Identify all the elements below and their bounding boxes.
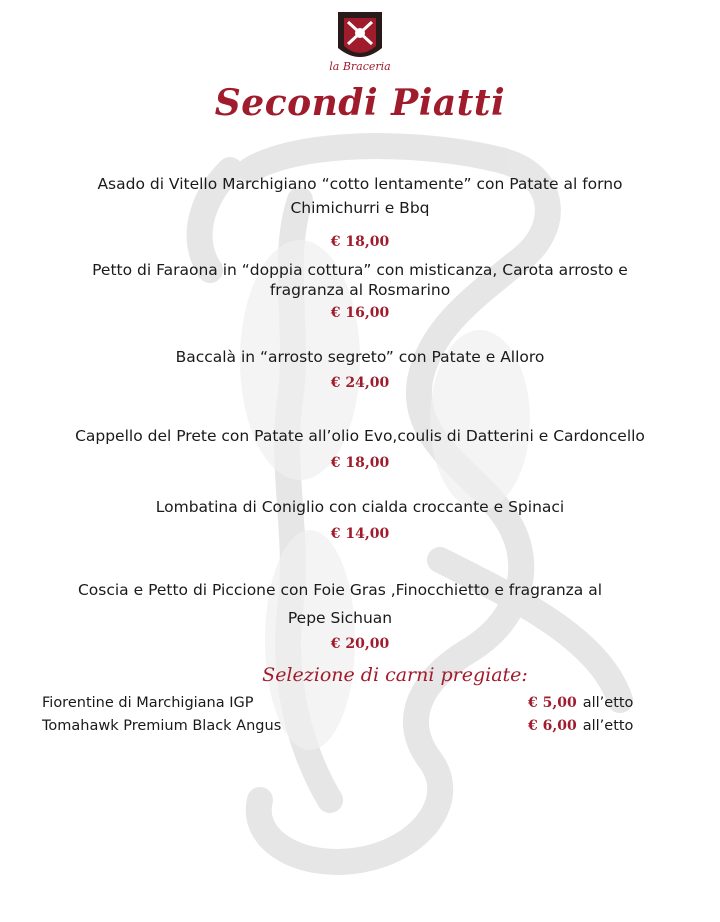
dish-name-cont: Chimichurri e Bbq <box>290 199 430 217</box>
logo-text: la Braceria <box>329 60 391 73</box>
dish-name: Lombatina di Coniglio con cialda croccante e Spinaci <box>155 498 565 516</box>
dish-price: € 20,00 <box>330 636 390 652</box>
dish-item <box>20 578 660 630</box>
dish-name: Asado di Vitello Marchigiano “cotto lentamente” con Patate al forno <box>97 175 623 193</box>
dish-name-cont: Pepe Sichuan <box>287 609 393 627</box>
page-title: Secondi Piatti <box>214 82 506 124</box>
dish-name: Petto di Faraona in “doppia cottura” con misticanza, Carota arrosto e <box>92 261 628 279</box>
dish-item <box>40 345 680 369</box>
dish-price: € 24,00 <box>330 375 390 391</box>
dish-item <box>40 258 680 302</box>
selection-name: Tomahawk Premium Black Angus <box>42 718 282 734</box>
section-subtitle: Selezione di carni pregiate: <box>262 664 528 686</box>
selection-price: € 6,00 <box>528 718 577 734</box>
dish-name: Coscia e Petto di Piccione con Foie Gras ,Finocchietto e fragranza al <box>77 581 603 599</box>
selection-price-group <box>528 718 633 734</box>
selection-unit: all’etto <box>582 695 634 711</box>
dish-name-cont: fragranza al Rosmarino <box>269 281 451 299</box>
dish-price: € 16,00 <box>330 305 390 321</box>
dish-name: Baccalà in “arrosto segreto” con Patate e Alloro <box>175 348 545 366</box>
selection-price-group <box>528 695 633 711</box>
dish-price: € 18,00 <box>330 234 390 250</box>
dish-item <box>40 424 680 448</box>
selection-row <box>0 718 720 740</box>
selection-name: Fiorentine di Marchigiana IGP <box>42 695 254 711</box>
dish-price: € 14,00 <box>330 526 390 542</box>
selection-unit: all’etto <box>582 718 634 734</box>
dish-item <box>40 172 680 220</box>
dish-item <box>40 495 680 519</box>
selection-price: € 5,00 <box>528 695 577 711</box>
dish-name: Cappello del Prete con Patate all’olio Evo,coulis di Datterini e Cardoncello <box>75 427 645 445</box>
dish-price: € 18,00 <box>330 455 390 471</box>
selection-row <box>0 695 720 717</box>
